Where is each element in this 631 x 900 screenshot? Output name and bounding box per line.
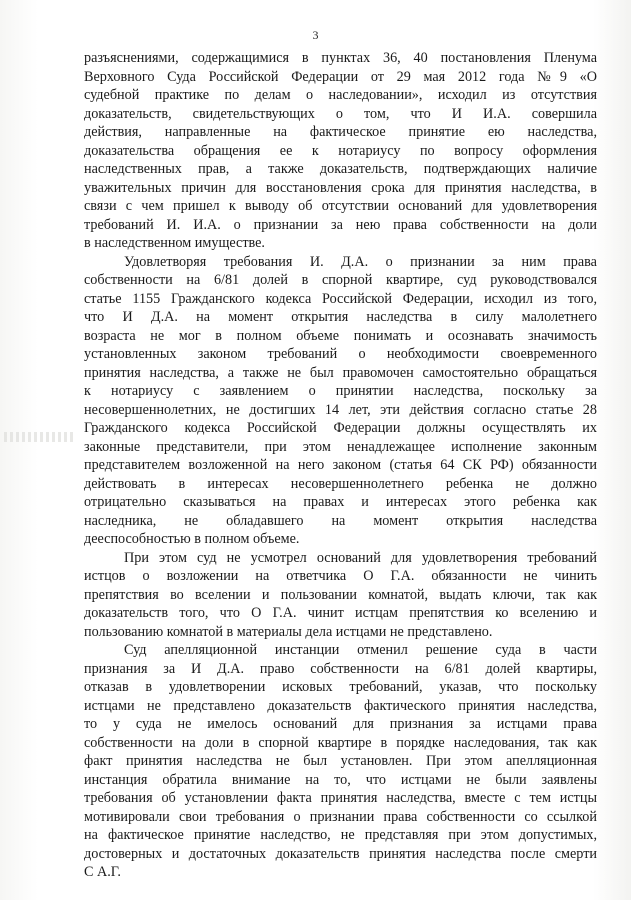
- text-line: Верховного Суда Российской Федерации от 29 мая 2012 года №9 «О: [84, 68, 597, 85]
- text-line: достоверных и достаточных доказательств принятия наследства после смерти: [84, 845, 597, 862]
- text-line: истцов о возложении на ответчика О Г.А. обязанности не чинить: [84, 568, 597, 584]
- text-line: Гражданского кодекса Российской Федерации должны осуществлять их: [84, 420, 597, 436]
- text-line: на фактическое принятие наследство, не представляя при этом допустимых,: [84, 827, 597, 843]
- text-line: судебной практике по делам о наследовании», исходил из отсутствия: [84, 87, 597, 103]
- text-line: мотивировали свои требования о признании права собственности со ссылкой: [84, 808, 597, 825]
- text-line: доказательства обращения ее к нотариусу по вопросу оформления: [84, 142, 597, 159]
- text-line: истцами не представлено доказательств фактического принятия наследства,: [84, 697, 597, 714]
- text-line: пользованию комнатой в материалы дела истцами не представлено.: [84, 623, 493, 640]
- text-line: факт принятия наследства не был установлен. При этом апелляционная: [84, 753, 597, 769]
- text-line: действовать в интересах несовершеннолетнего ребенка не должно: [84, 475, 597, 492]
- text-line: Удовлетворяя требования И. Д.А. о признании за ним права: [124, 253, 597, 270]
- text-line: дееспособностью в полном объеме.: [84, 531, 300, 547]
- text-line: действия, направленные на фактическое принятие ею наследства,: [84, 124, 597, 140]
- text-line: статье 1155 Гражданского кодекса Российской Федерации, исходил из того,: [84, 290, 597, 307]
- text-line: отказав в удовлетворении исковых требований, указав, что поскольку: [84, 679, 597, 695]
- text-line: При этом суд не усмотрел оснований для удовлетворения требований: [124, 549, 597, 566]
- text-line: возраста не мог в полном объеме понимать и осознавать значимость: [84, 327, 597, 344]
- text-line: доказательств того, что О Г.А. чинит истцам препятствия ко вселению и: [84, 605, 597, 621]
- text-line: разъяснениями, содержащимися в пунктах 36, 40 постановления Пленума: [84, 50, 597, 66]
- text-line: признания за И Д.А. право собственности на 6/81 долей квартиры,: [84, 660, 597, 677]
- text-line: отрицательно сказываться на правах и интересах этого ребенка как: [84, 494, 597, 510]
- text-line: требований И. И.А. о признании за нею права собственности на доли: [84, 216, 597, 233]
- text-line: установленных законом требований о необходимости своевременного: [84, 346, 597, 362]
- text-line: наследственных прав, а также доказательств, подтверждающих наличие: [84, 161, 597, 177]
- text-line: собственности на доли в спорной квартире в порядке наследования, так как: [84, 734, 597, 751]
- text-line: представителем возложенной на него законом (статья 64 СК РФ) обязанности: [84, 457, 597, 473]
- text-line: то у суда не имелось оснований для признания за истцами права: [84, 716, 597, 732]
- document-body: [84, 49, 597, 882]
- text-line: требования об установлении факта принятия наследства, вместе с тем истцы: [84, 790, 597, 806]
- text-line: С А.Г.: [84, 864, 121, 880]
- text-line: препятствия во вселении и пользовании комнатой, выдать ключи, так как: [84, 586, 597, 603]
- text-line: несовершеннолетних, не достигших 14 лет, эти действия согласно статье 28: [84, 401, 597, 418]
- page-number: 3: [312, 28, 319, 42]
- text-line: уважительных причин для восстановления срока для принятия наследства, в: [84, 179, 597, 196]
- text-line: доказательств, свидетельствующих о том, что И И.А. совершила: [84, 105, 597, 122]
- text-line: инстанция обратила внимание на то, что истцами не были заявлены: [84, 771, 597, 788]
- scan-artifact: [4, 432, 74, 442]
- text-line: в наследственном имуществе.: [84, 235, 265, 251]
- text-line: Суд апелляционной инстанции отменил решение суда в части: [124, 642, 597, 658]
- text-line: принятия наследства, а также не был правомочен самостоятельно обращаться: [84, 364, 597, 381]
- text-line: к нотариусу с заявлением о принятии наследства, поскольку за: [84, 383, 597, 399]
- text-line: что И Д.А. на момент открытия наследства в силу малолетнего: [84, 309, 597, 325]
- text-line: наследника, не обладавшего на момент открытия наследства: [84, 512, 597, 529]
- text-line: собственности на 6/81 долей в спорной квартире, суд руководствовался: [84, 272, 597, 288]
- text-line: законные представители, при этом ненадлежащее исполнение законным: [84, 438, 597, 455]
- text-line: связи с чем пришел к выводу об отсутствии оснований для удовлетворения: [84, 198, 597, 214]
